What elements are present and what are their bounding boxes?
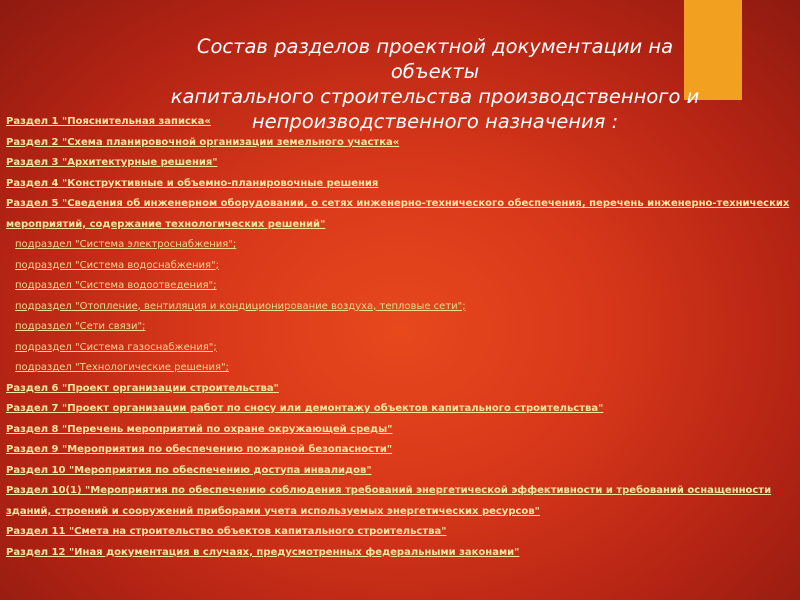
section-link[interactable]: Раздел 12 "Иная документация в случаях, предусмотренных федеральными законами" bbox=[6, 546, 520, 558]
section-link[interactable]: Раздел 10 "Мероприятия по обеспечению доступа инвалидов" bbox=[6, 464, 372, 476]
subsection-link[interactable]: подраздел "Технологические решения"; bbox=[15, 362, 229, 373]
section-link[interactable]: Раздел 7 "Проект организации работ по сносу или демонтажу объектов капитального строительства" bbox=[6, 403, 604, 414]
subsection-link[interactable]: подраздел "Система газоснабжения"; bbox=[15, 341, 217, 353]
slide-title: Состав разделов проектной документации на объекты капитального строительства производственного и непроизводственного назначения : bbox=[170, 35, 700, 133]
section-link[interactable]: Раздел 1 "Пояснительная записка« bbox=[6, 116, 211, 127]
subsection-link[interactable]: подраздел "Система водоотведения"; bbox=[15, 280, 217, 291]
section-link[interactable]: Раздел 4 "Конструктивные и объемно-планировочные решения bbox=[6, 177, 379, 189]
section-link[interactable]: Раздел 6 "Проект организации строительства" bbox=[6, 382, 279, 394]
section-link[interactable]: Раздел 3 "Архитектурные решения" bbox=[6, 157, 218, 168]
subsection-link[interactable]: подраздел "Отопление, вентиляция и кондиционирование воздуха, тепловые сети"; bbox=[15, 300, 466, 312]
section-link[interactable]: Раздел 11 "Смета на строительство объектов капитального строительства" bbox=[6, 526, 447, 537]
section-link[interactable]: Раздел 2 "Схема планировочной организации земельного участка« bbox=[6, 136, 400, 148]
section-link[interactable]: Раздел 9 "Мероприятия по обеспечению пожарной безопасности" bbox=[6, 444, 393, 455]
section-link[interactable]: Раздел 8 "Перечень мероприятий по охране окружающей среды" bbox=[6, 423, 393, 435]
subsection-link[interactable]: подраздел "Система водоснабжения"; bbox=[15, 259, 219, 271]
subsection-link[interactable]: подраздел "Сети связи"; bbox=[15, 321, 146, 332]
sections-list bbox=[6, 112, 796, 563]
section-link[interactable]: Раздел 10(1) "Мероприятия по обеспечению соблюдения требований энергетической эффективности и требований оснащенности зданий, строений и сооружений приборами учета используемых энергетических ресурсов" bbox=[6, 485, 772, 517]
subsection-link[interactable]: подраздел "Система электроснабжения"; bbox=[15, 239, 237, 250]
section-link[interactable]: Раздел 5 "Сведения об инженерном оборудовании, о сетях инженерно-технического обеспечения, перечень инженерно-технических мероприятий, содержание технологических решений" bbox=[6, 198, 790, 230]
